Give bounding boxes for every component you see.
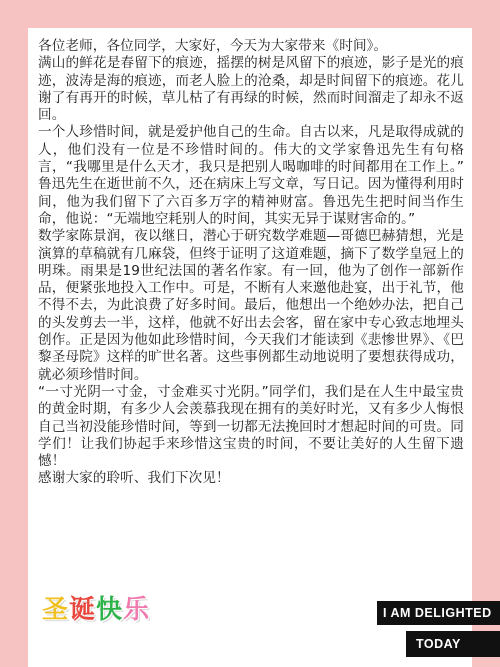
tag-today: [406, 631, 500, 657]
decoration-char: 诞: [69, 595, 97, 625]
decoration-char: 圣: [42, 595, 70, 625]
paragraph-intro: 各位老师，各位同学，大家好，今天为大家带来《时间》。: [38, 38, 388, 54]
paragraph-call-to-action: “一寸光阴一寸金，寸金难买寸光阴。”同学们，我们是在人生中最宝贵的黄金时期，有多少人会羡慕我现在拥有的美好时光，又有多少人悔恨自己当初没能珍惜时间，等到一切都无法挽回时才想起时间的可贵。同学们！让我们协起手来珍惜这宝贵的时间，不要让美好的人生留下遗憾！: [38, 383, 464, 470]
paragraph-thanks: 感谢大家的聆听、我们下次见！: [38, 470, 230, 487]
merry-christmas-decoration: [42, 589, 150, 626]
decoration-char: 乐: [123, 595, 151, 625]
paragraph-chen-jingrun-hugo: 数学家陈景润，夜以继日，潜心于研究数学难题—哥德巴赫猜想，光是演算的草稿就有几麻袋，但终于证明了这道难题，摘下了数学皇冠上的明珠。雨果是19世纪法国的著名作家。有一回，他为了创作一部新作品，便紧张地投入工作中。可是，不断有人来邀他赴宴，出于礼节，他不得不去，为此浪费了好多时间。最后，他想出一个绝妙办法，把自己的头发剪去一半，这样，他就不好出去会客，留在家中专心致志地埋头创作。正是因为他如此珍惜时间，今天我们才能读到《悲惨世界》、《巴黎圣母院》这样的旷世名著。这些事例都生动地说明了要想获得成功，就必须珍惜时间。: [38, 228, 464, 383]
speech-text: [38, 38, 464, 488]
paragraph-traces: 满山的鲜花是春留下的痕迹，摇摆的树是风留下的痕迹，影子是光的痕迹，波涛是海的痕迹，而老人脸上的沧桑，却是时间留下的痕迹。花儿谢了有再开的时候，草儿枯了有再绿的时候，然而时间溜走了却永不返回。: [38, 55, 464, 124]
tag-text: I AM DELIGHTED: [383, 606, 492, 620]
paragraph-lu-xun: 一个人珍惜时间，就是爱护他自己的生命。自古以来，凡是取得成就的人，他们没有一位是不珍惜时间的。伟大的文学家鲁迅先生有句格言，“我哪里是什么天才，我只是把别人喝咖啡的时间都用在工作上。” 鲁迅先生在逝世前不久，还在病床上写文章，写日记。因为懂得利用时间，他为我们留下了六百多万字的精神财富。鲁迅先生把时间当作生命，他说：“无端地空耗别人的时间，其实无异于谋财害命的。”: [38, 124, 464, 227]
speech-paper: [28, 28, 472, 667]
decoration-char: 快: [96, 595, 124, 625]
tag-text: TODAY: [416, 637, 461, 651]
tag-i-am-delighted: [377, 601, 500, 625]
